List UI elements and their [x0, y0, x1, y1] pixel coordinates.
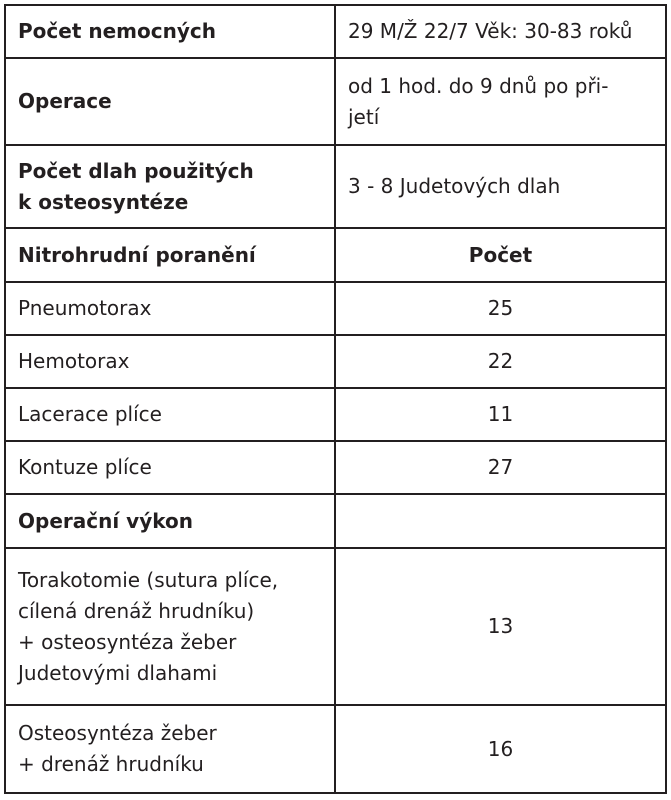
row-label: Operace: [5, 58, 335, 145]
table-section-row: [5, 494, 666, 548]
row-label: Lacerace plíce: [5, 388, 335, 441]
row-value: 11: [335, 388, 666, 441]
row-label: Kontuze plíce: [5, 441, 335, 494]
row-value: 22: [335, 335, 666, 388]
row-value: od 1 hod. do 9 dnů po při- jetí: [335, 58, 666, 145]
row-value: 25: [335, 282, 666, 335]
table-row: [5, 548, 666, 705]
row-label: Osteosyntéza žeber + drenáž hrudníku: [5, 705, 335, 793]
data-table: [4, 4, 667, 794]
row-label: Počet nemocných: [5, 5, 335, 58]
row-value: 3 - 8 Judetových dlah: [335, 145, 666, 228]
column-header-injury: Nitrohrudní poranění: [5, 228, 335, 282]
row-value: 29 M/Ž 22/7 Věk: 30-83 roků: [335, 5, 666, 58]
section-label: Operační výkon: [5, 494, 335, 548]
table-row: [5, 58, 666, 145]
row-value: [335, 494, 666, 548]
table-row: [5, 5, 666, 58]
table-container: [4, 4, 667, 794]
row-label: Počet dlah použitých k osteosyntéze: [5, 145, 335, 228]
row-value: 27: [335, 441, 666, 494]
table-row: [5, 282, 666, 335]
row-value: 13: [335, 548, 666, 705]
row-label: Pneumotorax: [5, 282, 335, 335]
row-label: Torakotomie (sutura plíce, cílená drenáž hrudníku) + osteosyntéza žeber Judetovými dlahami: [5, 548, 335, 705]
table-row: [5, 441, 666, 494]
table-header-row: [5, 228, 666, 282]
column-header-count: Počet: [335, 228, 666, 282]
row-value: 16: [335, 705, 666, 793]
table-row: [5, 705, 666, 793]
row-label: Hemotorax: [5, 335, 335, 388]
table-row: [5, 145, 666, 228]
table-row: [5, 388, 666, 441]
table-row: [5, 335, 666, 388]
